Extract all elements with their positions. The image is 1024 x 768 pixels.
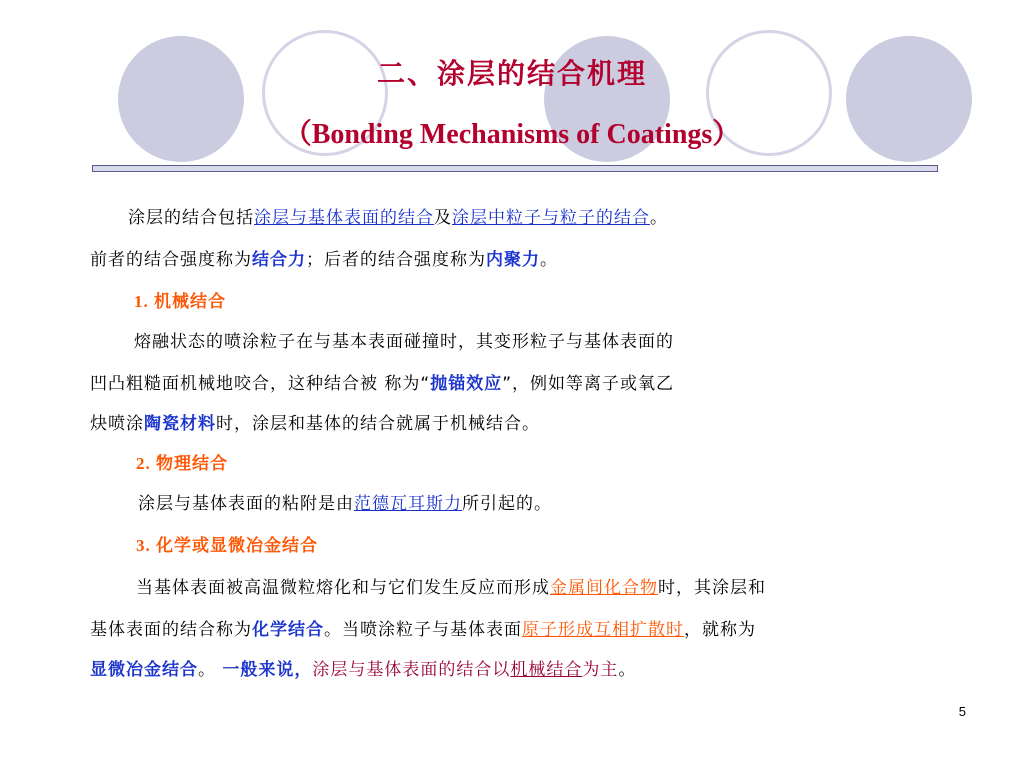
section-number: 3. [136, 536, 156, 555]
section-title: 机械结合 [154, 292, 226, 312]
text: 涂层的结合包括 [128, 208, 254, 228]
section-title: 物理结合 [156, 454, 228, 474]
paragraph-mechanical-line1 [134, 330, 674, 354]
text: 前者的结合强度称为 [90, 250, 252, 270]
paragraph-chemical-line1 [136, 576, 766, 600]
text: 。 [540, 250, 558, 270]
text: 涂层与基体表面的粘附是由 [138, 494, 354, 514]
page-number: 5 [958, 704, 966, 719]
link-particle-particle-bond[interactable]: 涂层中粒子与粒子的结合 [452, 208, 650, 228]
paragraph-definitions [90, 248, 558, 272]
text: 所引起的。 [462, 494, 552, 514]
section-heading-chemical [136, 534, 318, 558]
paragraph-mechanical-line2 [90, 372, 674, 396]
link-van-der-waals-force[interactable]: 范德瓦耳斯力 [354, 494, 462, 514]
text: 熔融状态的喷涂粒子在与基本表面碰撞时，其变形粒子与基体表面的 [134, 332, 674, 352]
text: ；后者的结合强度称为 [306, 250, 486, 270]
section-number: 2. [136, 454, 156, 473]
term-micro-metallurgical-bond: 显微冶金结合 [90, 660, 198, 680]
link-coating-substrate-bond[interactable]: 涂层与基体表面的结合 [254, 208, 434, 228]
text: 当基体表面被高温微粒熔化和与它们发生反应而形成 [136, 578, 550, 598]
text: 。 [618, 660, 637, 680]
paragraph-chemical-line3 [90, 658, 636, 682]
text: 。 [198, 660, 216, 680]
text: 炔喷涂 [90, 414, 144, 434]
text: ”，例如等离子或氧乙 [502, 374, 675, 394]
slide-title-english: （Bonding Mechanisms of Coatings） [283, 119, 741, 150]
term-anchoring-effect: 抛锚效应 [430, 374, 503, 394]
text: 。 [650, 208, 668, 228]
paragraph-chemical-line2 [90, 618, 756, 642]
link-mechanical-bond[interactable]: 机械结合 [510, 660, 583, 680]
term-bonding-force: 结合力 [252, 250, 306, 270]
text: 基体表面的结合称为 [90, 620, 252, 640]
conclusion-text-end: 为主 [582, 660, 619, 680]
term-generally-speaking: 一般来说， [222, 660, 313, 680]
paragraph-intro [128, 206, 668, 230]
title-divider-bar [92, 165, 938, 172]
conclusion-text: 涂层与基体表面的结合以 [312, 660, 511, 680]
section-heading-mechanical [134, 290, 226, 314]
paragraph-physical [138, 492, 552, 516]
text: 时，其涂层和 [658, 578, 766, 598]
link-atomic-interdiffusion[interactable]: 原子形成互相扩散时 [522, 620, 684, 640]
text: 时，涂层和基体的结合就属于机械结合。 [216, 414, 540, 434]
section-title: 化学或显微冶金结合 [156, 536, 318, 556]
link-intermetallic-compound[interactable]: 金属间化合物 [550, 578, 658, 598]
text: ，就称为 [684, 620, 756, 640]
term-chemical-bond: 化学结合 [252, 620, 324, 640]
slide-title-chinese: 二、涂层的结合机理 [376, 57, 647, 90]
text: 及 [434, 208, 452, 228]
section-heading-physical [136, 452, 228, 476]
term-ceramic-materials: 陶瓷材料 [144, 414, 216, 434]
term-cohesion: 内聚力 [486, 250, 540, 270]
text: 。当喷涂粒子与基体表面 [324, 620, 522, 640]
text: 凹凸粗糙面机械地咬合，这种结合被 称为“ [90, 374, 431, 394]
paragraph-mechanical-line3 [90, 412, 540, 436]
section-number: 1. [134, 292, 154, 311]
